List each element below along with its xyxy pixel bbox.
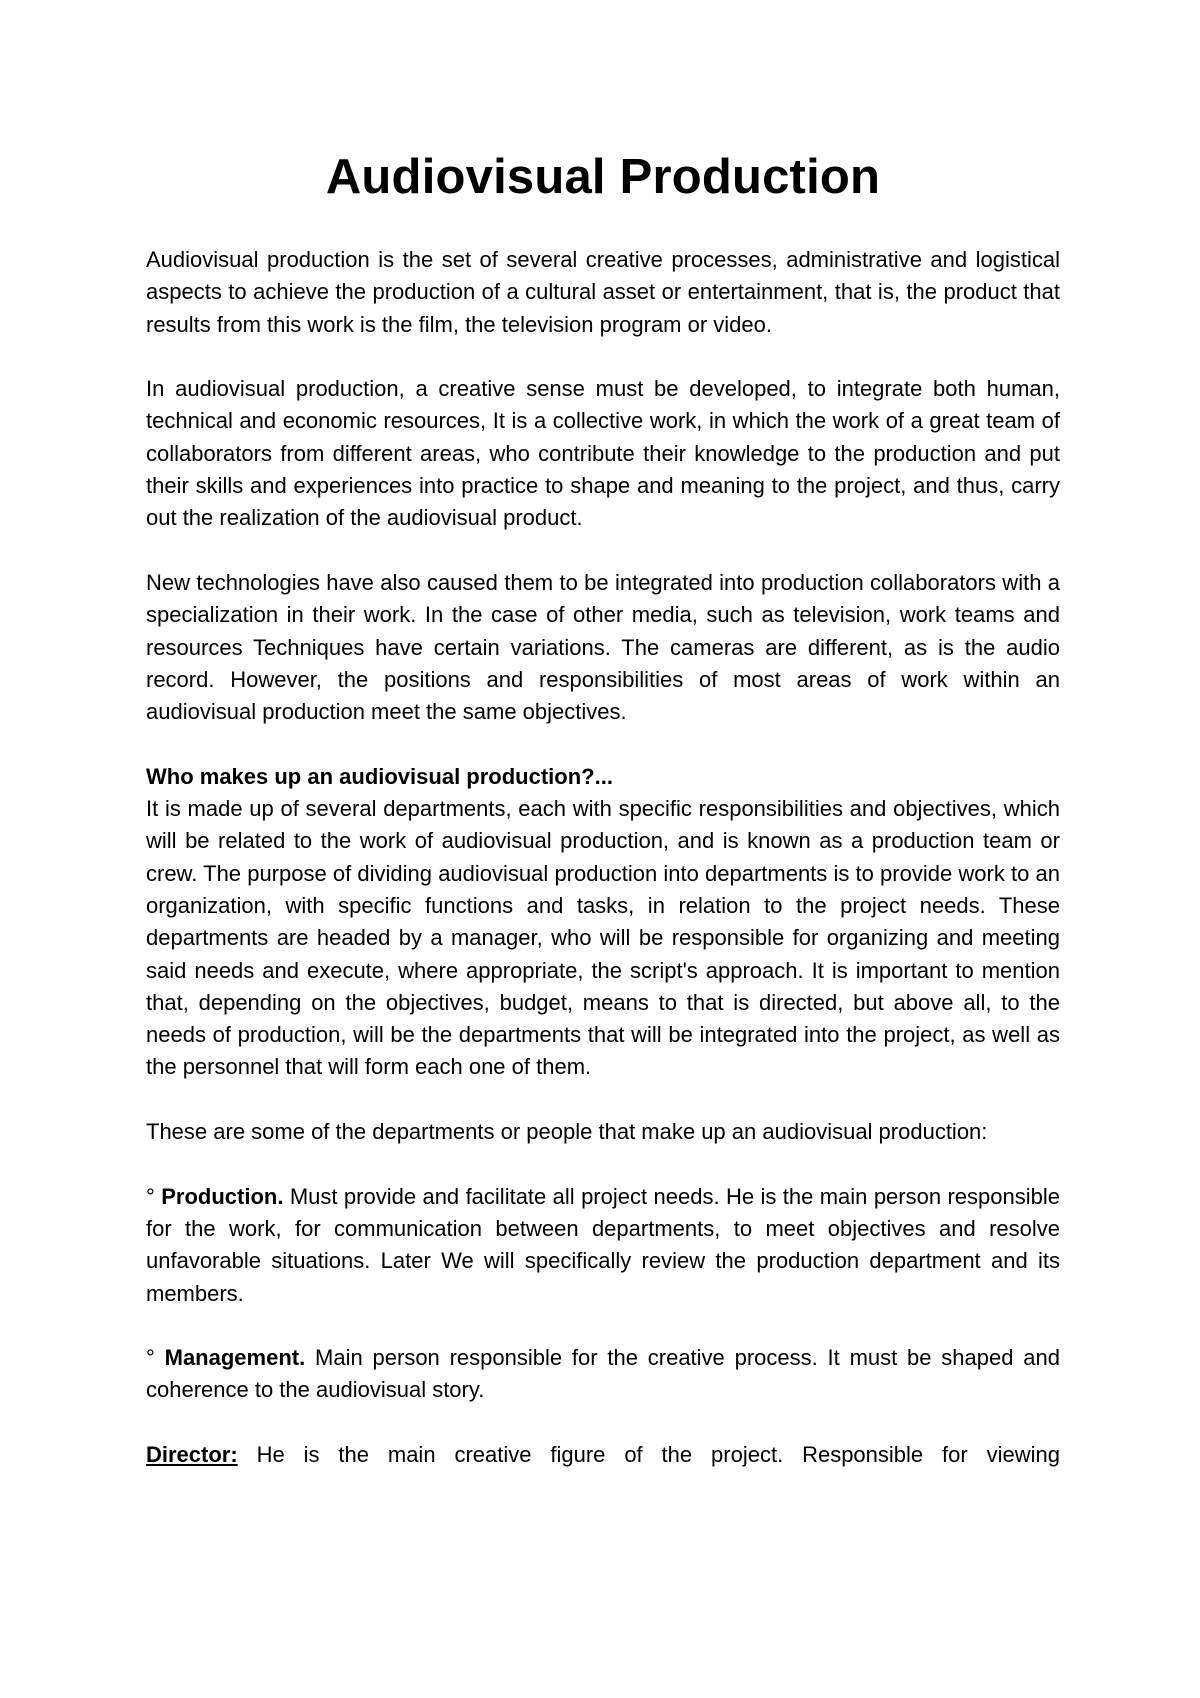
page-title: Audiovisual Production	[325, 150, 881, 204]
paragraph-departments: It is made up of several departments, each with specific responsibilities and objectives, which will be related to the work of audiovisual production, and is known as a production team or crew. The purpose of dividing audiovisual production into departments is to provide work to an organization, with specific functions and tasks, in relation to the project needs. These departments are headed by a manager, who will be responsible for organizing and meeting said needs and execute, where appropriate, the script's approach. It is important to mention that, depending on the objectives, budget, means to that is directed, but above all, to the needs of production, will be the departments that will be integrated into the project, as well as the personnel that will form each one of them.	[146, 796, 1060, 1080]
list-item-production	[146, 1181, 1060, 1310]
definition-director: He is the main creative figure of the project. Responsible for viewing	[256, 1441, 1060, 1467]
paragraph-new-technologies: New technologies have also caused them to be integrated into production collaborators with a specialization in their work. In the case of other media, such as television, work teams and resources Techniques have certain variations. The cameras are different, as is the audio record. However, the positions and responsibilities of most areas of work within an audiovisual production meet the same objectives.	[146, 569, 1060, 725]
bullet: °	[146, 1183, 155, 1209]
document-body	[146, 244, 1060, 1471]
term-director: Director:	[146, 1441, 238, 1467]
term-production: Production.	[161, 1183, 284, 1209]
definition-production: Must provide and facilitate all project needs. He is the main person responsible for the work, for communication between departments, to meet objectives and resolve unfavorable situations. Later We will specifically review the production department and its members.	[146, 1183, 1060, 1306]
paragraph-intro: Audiovisual production is the set of several creative processes, administrative and logistical aspects to achieve the production of a cultural asset or entertainment, that is, the product that results from this work is the film, the television program or video.	[146, 247, 1060, 337]
list-item-director	[146, 1439, 1060, 1471]
paragraph-departments-intro: These are some of the departments or people that make up an audiovisual production:	[146, 1119, 988, 1145]
paragraph-creative-sense: In audiovisual production, a creative sense must be developed, to integrate both human, technical and economic resources, It is a collective work, in which the work of a great team of collaborators from different areas, who contribute their knowledge to the production and put their skills and experiences into practice to shape and meaning to the project, and thus, carry out the realization of the audiovisual product.	[146, 376, 1060, 531]
definition-management: Main person responsible for the creative process. It must be shaped and coherence to the audiovisual story.	[146, 1345, 1060, 1403]
bullet: °	[146, 1345, 155, 1371]
term-management: Management.	[164, 1345, 306, 1371]
list-item-management	[146, 1342, 1060, 1407]
section-heading: Who makes up an audiovisual production?...	[146, 763, 613, 789]
